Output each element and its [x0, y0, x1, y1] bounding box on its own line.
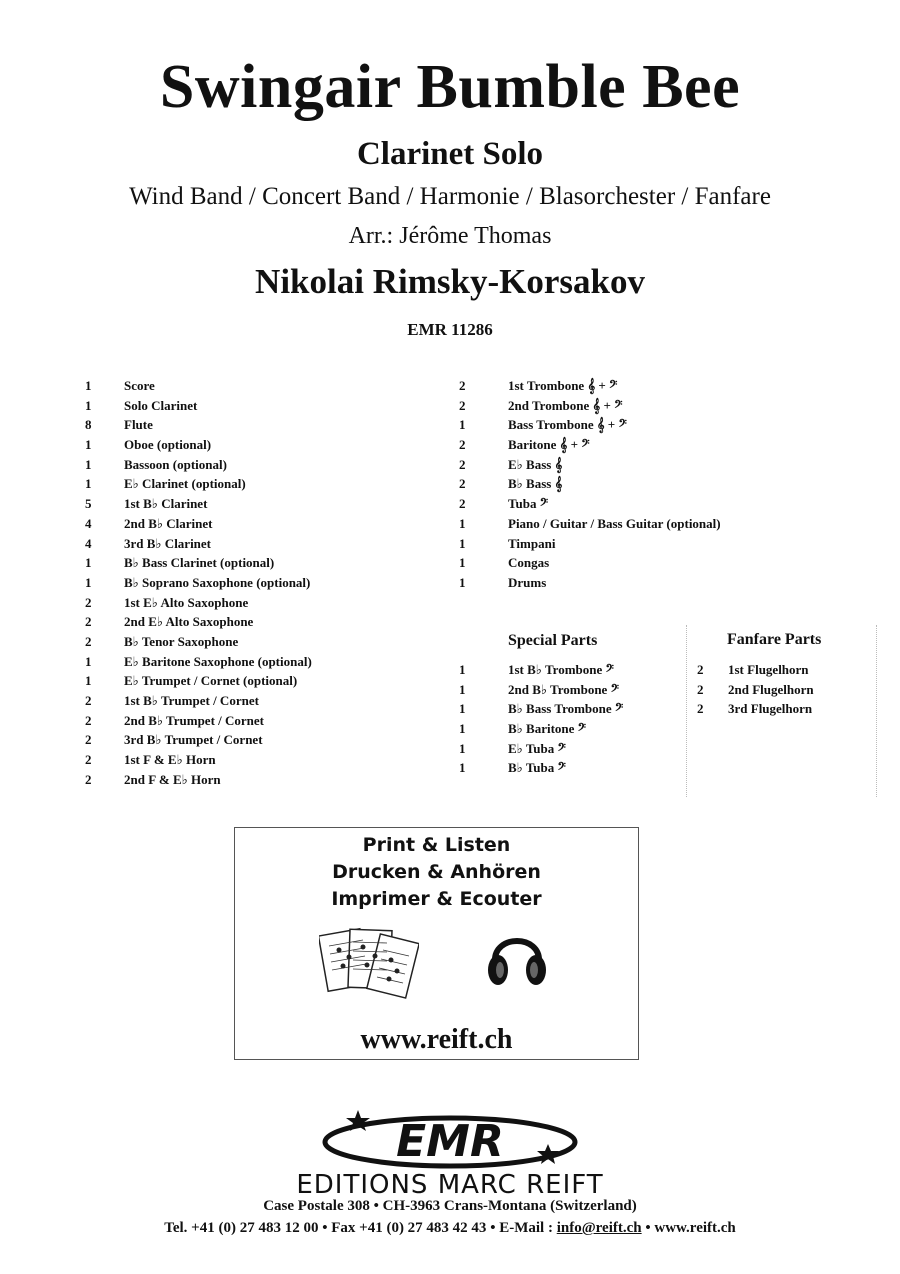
part-row: [85, 593, 445, 613]
part-row: [459, 415, 789, 435]
subtitle: Clarinet Solo: [356, 136, 544, 172]
part-row: [459, 573, 789, 593]
email-label: E-Mail :: [499, 1220, 553, 1236]
promo-line-de: Drucken & Anhören: [332, 861, 541, 883]
ensemble-line: Wind Band / Concert Band / Harmonie / Blasorchester / Fanfare: [129, 183, 771, 210]
part-row: [85, 652, 445, 672]
part-row: [85, 711, 445, 731]
part-row: [85, 435, 445, 455]
part-quantity: 2: [459, 456, 466, 472]
composer: Nikolai Rimsky-Korsakov: [255, 262, 645, 301]
part-quantity: 1: [459, 721, 466, 737]
part-row: [697, 699, 867, 719]
part-quantity: 2: [459, 437, 466, 453]
part-name: Oboe (optional): [124, 437, 212, 453]
website-link[interactable]: www.reift.ch: [654, 1220, 736, 1236]
part-name: Tuba 𝄢: [508, 496, 549, 512]
part-name: 1st Flugelhorn: [728, 662, 809, 677]
part-row: [85, 474, 445, 494]
promo-line-fr: Imprimer & Ecouter: [331, 888, 542, 910]
part-quantity: 2: [85, 693, 92, 708]
part-name: Bassoon (optional): [124, 456, 227, 472]
part-row: [85, 632, 445, 652]
part-name: B♭ Bass Trombone 𝄢: [508, 701, 624, 717]
contact-line: Tel. +41 (0) 27 483 12 00 • Fax +41 (0) 27 483 42 43 • E-Mail : info@reift.ch • www.reift.ch: [164, 1220, 736, 1236]
part-name: 1st F & E♭ Horn: [124, 752, 216, 768]
promo-line-en: Print & Listen: [362, 834, 511, 856]
part-name: 2nd E♭ Alto Saxophone: [124, 614, 254, 630]
part-row: [697, 680, 867, 700]
part-name: Bass Trombone 𝄞 + 𝄢: [508, 417, 627, 433]
part-name: 3rd B♭ Clarinet: [124, 535, 212, 551]
part-quantity: 2: [85, 614, 92, 630]
part-quantity: 2: [459, 397, 466, 413]
emr-logo: [300, 1106, 600, 1172]
fanfare-parts-heading: Fanfare Parts: [727, 631, 822, 648]
part-quantity: 2: [85, 633, 92, 649]
column-divider: [876, 625, 877, 797]
part-quantity: 2: [85, 752, 92, 768]
part-quantity: 8: [85, 417, 92, 433]
part-quantity: 1: [85, 476, 92, 492]
part-row: [85, 573, 445, 593]
fanfare-parts-list: [697, 660, 867, 719]
part-quantity: 1: [459, 555, 466, 571]
parts-list-middle: [459, 376, 789, 593]
part-quantity: 1: [85, 555, 92, 571]
part-quantity: 2: [459, 378, 466, 393]
part-name: Piano / Guitar / Bass Guitar (optional): [508, 515, 721, 531]
part-row: [85, 691, 445, 711]
part-name: 1st B♭ Trumpet / Cornet: [124, 693, 259, 708]
part-quantity: 1: [85, 673, 92, 689]
part-quantity: 1: [459, 515, 466, 531]
part-quantity: 1: [459, 740, 466, 756]
part-name: Drums: [508, 574, 547, 590]
part-row: [459, 758, 679, 778]
part-name: E♭ Baritone Saxophone (optional): [124, 653, 312, 669]
part-name: E♭ Bass 𝄞: [508, 456, 563, 472]
part-quantity: 1: [85, 437, 92, 453]
part-row: [459, 660, 679, 680]
part-name: 2nd B♭ Trombone 𝄢: [508, 681, 619, 697]
part-row: [459, 553, 789, 573]
part-row: [459, 514, 789, 534]
part-row: [85, 376, 445, 396]
part-name: 2nd B♭ Trumpet / Cornet: [124, 712, 264, 728]
part-quantity: 2: [459, 476, 466, 492]
part-name: 2nd Flugelhorn: [728, 681, 814, 697]
part-row: [459, 699, 679, 719]
part-quantity: 1: [459, 681, 466, 697]
special-parts-heading: Special Parts: [508, 632, 598, 649]
part-row: [85, 494, 445, 514]
part-quantity: 2: [85, 732, 92, 748]
part-name: Baritone 𝄞 + 𝄢: [508, 437, 590, 453]
part-quantity: 1: [85, 653, 92, 669]
part-name: 1st Trombone 𝄞 + 𝄢: [508, 378, 618, 393]
fax-number: Fax +41 (0) 27 483 42 43: [331, 1220, 487, 1236]
part-row: [459, 435, 789, 455]
headphones-icon: [485, 924, 549, 994]
part-name: Score: [124, 378, 155, 393]
part-quantity: 1: [459, 760, 466, 776]
publisher-name: EDITIONS MARC REIFT: [296, 1170, 604, 1200]
promo-website-link[interactable]: www.reift.ch: [360, 1024, 513, 1055]
part-row: [85, 514, 445, 534]
part-quantity: 2: [85, 712, 92, 728]
part-row: [85, 750, 445, 770]
special-parts-list: [459, 660, 679, 778]
part-name: Timpani: [508, 535, 556, 551]
part-row: [85, 671, 445, 691]
part-quantity: 4: [85, 515, 92, 531]
part-row: [459, 474, 789, 494]
publisher-address: Case Postale 308 • CH-3963 Crans-Montana (Switzerland): [263, 1198, 637, 1214]
part-quantity: 1: [459, 701, 466, 717]
part-row: [459, 455, 789, 475]
part-quantity: 1: [85, 574, 92, 590]
part-quantity: 2: [697, 701, 704, 717]
part-quantity: 2: [85, 771, 92, 787]
part-row: [459, 494, 789, 514]
sheet-music-icon: [319, 924, 419, 1006]
part-row: [85, 415, 445, 435]
part-name: 2nd Trombone 𝄞 + 𝄢: [508, 397, 623, 413]
email-link[interactable]: info@reift.ch: [556, 1220, 642, 1236]
part-quantity: 1: [459, 535, 466, 551]
part-name: Congas: [508, 555, 550, 571]
part-row: [459, 739, 679, 759]
part-row: [85, 612, 445, 632]
column-divider: [686, 625, 687, 797]
part-quantity: 5: [85, 496, 92, 512]
part-row: [85, 553, 445, 573]
part-quantity: 1: [459, 574, 466, 590]
part-row: [697, 660, 867, 680]
phone-number: Tel. +41 (0) 27 483 12 00: [164, 1220, 319, 1236]
part-row: [85, 396, 445, 416]
part-row: [85, 534, 445, 554]
part-name: B♭ Bass Clarinet (optional): [124, 555, 275, 571]
part-row: [85, 730, 445, 750]
part-name: 3rd B♭ Trumpet / Cornet: [124, 732, 263, 748]
part-quantity: 1: [459, 417, 466, 433]
part-quantity: 2: [85, 594, 92, 610]
part-row: [459, 680, 679, 700]
part-name: B♭ Tenor Saxophone: [124, 633, 239, 649]
part-row: [459, 719, 679, 739]
parts-list-left: [85, 376, 445, 789]
part-name: B♭ Soprano Saxophone (optional): [124, 574, 311, 590]
part-name: 1st B♭ Trombone 𝄢: [508, 662, 614, 677]
part-row: [459, 396, 789, 416]
part-name: 1st B♭ Clarinet: [124, 496, 208, 512]
part-name: E♭ Trumpet / Cornet (optional): [124, 673, 298, 689]
part-quantity: 1: [85, 456, 92, 472]
part-row: [85, 455, 445, 475]
part-name: Solo Clarinet: [124, 397, 198, 413]
part-name: Flute: [124, 417, 153, 433]
part-name: 3rd Flugelhorn: [728, 701, 813, 717]
part-quantity: 1: [85, 378, 92, 393]
part-name: B♭ Tuba 𝄢: [508, 760, 566, 776]
part-quantity: 2: [697, 681, 704, 697]
page-title: Swingair Bumble Bee: [159, 53, 741, 121]
part-quantity: 1: [85, 397, 92, 413]
part-name: 2nd B♭ Clarinet: [124, 515, 213, 531]
part-row: [459, 534, 789, 554]
part-quantity: 1: [459, 662, 466, 677]
print-listen-box: [234, 827, 639, 1060]
catalog-number: EMR 11286: [407, 320, 493, 339]
logo-text: EMR: [396, 1116, 504, 1167]
arranger: Arr.: Jérôme Thomas: [348, 223, 552, 249]
part-quantity: 2: [697, 662, 704, 677]
part-row: [459, 376, 789, 396]
part-quantity: 2: [459, 496, 466, 512]
part-name: 1st E♭ Alto Saxophone: [124, 594, 249, 610]
part-name: E♭ Clarinet (optional): [124, 476, 246, 492]
part-name: 2nd F & E♭ Horn: [124, 771, 221, 787]
part-name: B♭ Baritone 𝄢: [508, 721, 587, 737]
part-row: [85, 770, 445, 790]
part-name: B♭ Bass 𝄞: [508, 476, 563, 492]
part-name: E♭ Tuba 𝄢: [508, 740, 566, 756]
part-quantity: 4: [85, 535, 92, 551]
